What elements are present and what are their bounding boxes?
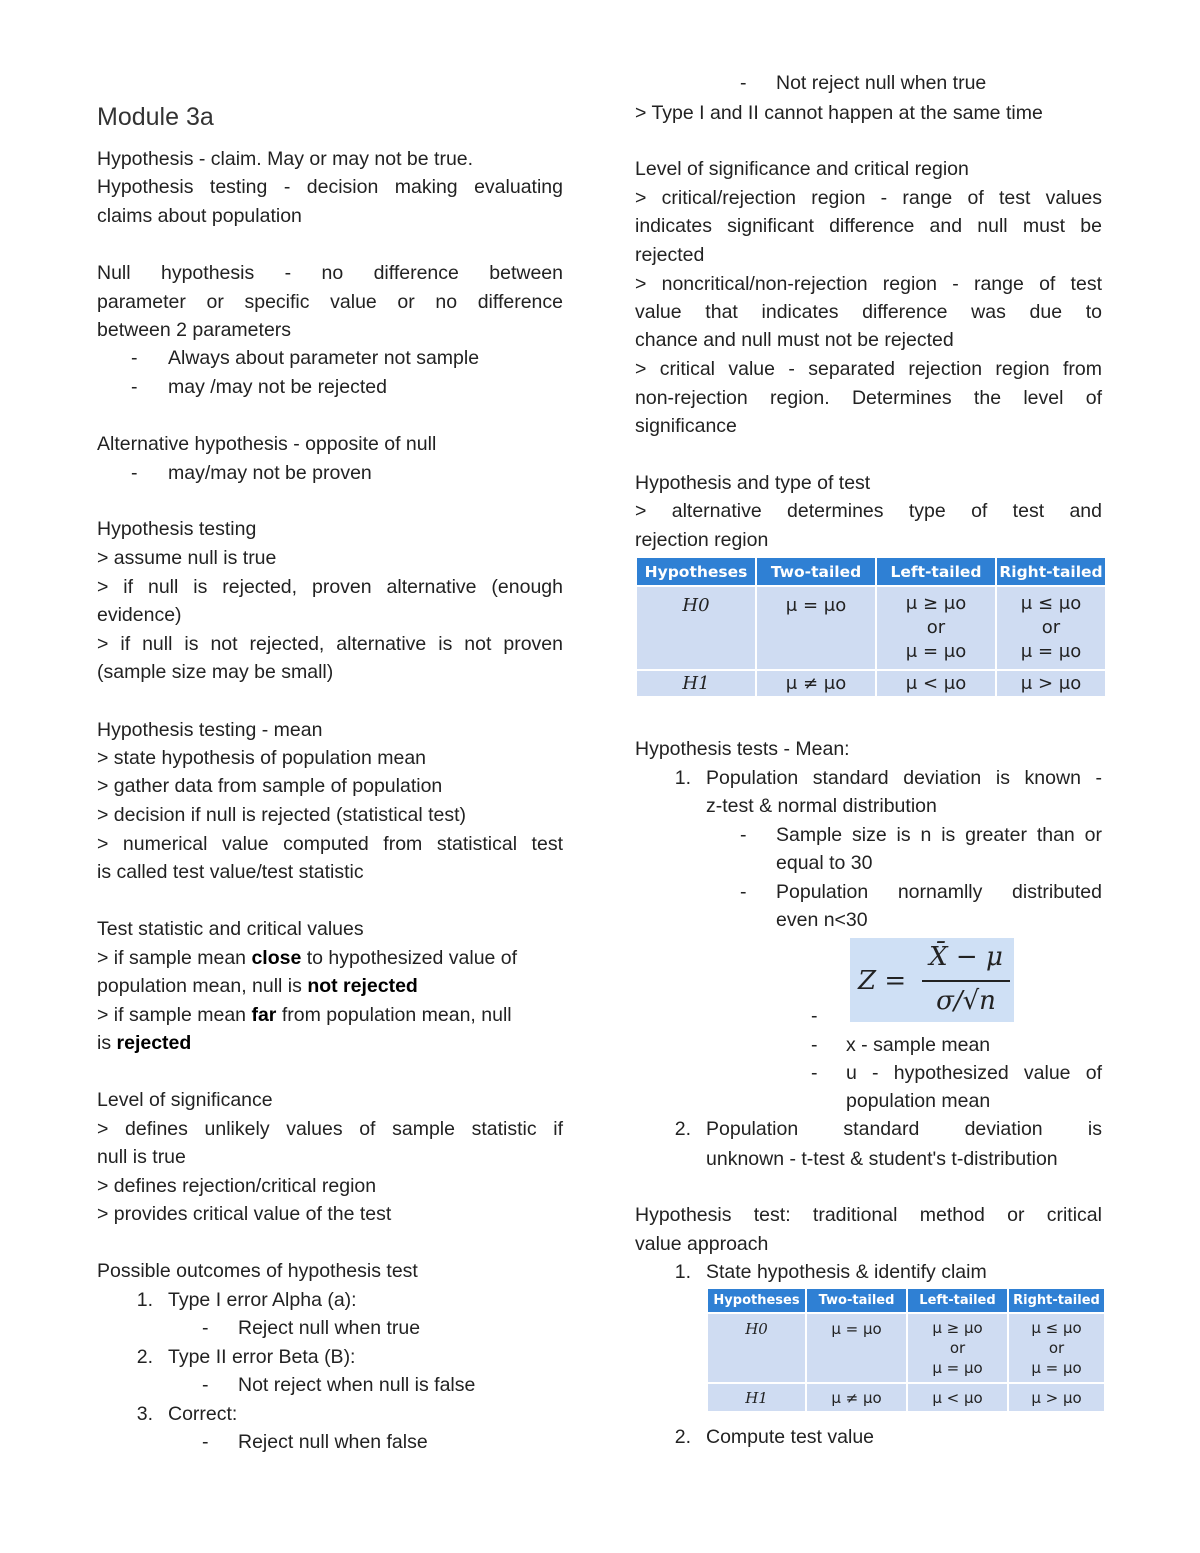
section-heading: Hypothesis test: traditional method or critical (635, 1204, 1102, 1226)
mean-item: z-test & normal distribution (706, 795, 937, 817)
section-heading: Possible outcomes of hypothesis test (97, 1260, 418, 1282)
table-cell: μ = μo (806, 1313, 907, 1383)
list-number: 1. (674, 767, 691, 789)
list-number: 3. (136, 1403, 153, 1425)
mean-point: is called test value/test statistic (97, 861, 364, 883)
table-cell: μ ≠ μo (756, 670, 876, 696)
critical-region-point: chance and null must not be rejected (635, 329, 954, 351)
testing-definition-line: Hypothesis testing - decision making evaluating (97, 176, 563, 198)
null-bullet: may /may not be rejected (168, 376, 387, 398)
formula-variable: u - hypothesized value of (846, 1062, 1102, 1084)
mean-item: Population standard deviation is (706, 1118, 1102, 1140)
formula-variable: population mean (846, 1090, 991, 1112)
table-cell: μ ≥ μo or μ = μo (876, 586, 996, 670)
table-cell: H1 (637, 670, 756, 696)
section-heading: Hypothesis and type of test (635, 472, 871, 494)
bullet-dash: - (740, 72, 747, 94)
mean-point: > numerical value computed from statistical test (97, 833, 563, 855)
section-heading: Level of significance (97, 1089, 273, 1111)
table-header: Left-tailed (876, 558, 996, 586)
type-errors-note: > Type I and II cannot happen at the same time (635, 102, 1043, 124)
formula-variable: x - sample mean (846, 1034, 991, 1056)
outcome-subitem: Not reject null when true (776, 72, 987, 94)
critical-region-point: > noncritical/non-rejection region - range of test (635, 273, 1102, 295)
list-number: 1. (136, 1289, 153, 1311)
section-heading: Level of significance and critical region (635, 158, 969, 180)
test-statistic-point: > if sample mean far from population mean, null (97, 1004, 512, 1026)
testing-point: > assume null is true (97, 547, 277, 569)
outcome-subitem: Not reject when null is false (238, 1374, 476, 1396)
testing-point: evidence) (97, 604, 182, 626)
bullet-dash: - (131, 462, 138, 484)
null-definition-line: parameter or specific value or no difference (97, 291, 563, 313)
bullet-dash: - (811, 1062, 818, 1084)
table-cell: μ ≤ μo or μ = μo (1008, 1313, 1104, 1383)
hypotheses-table (637, 558, 1105, 696)
procedure-step: Compute test value (706, 1426, 875, 1448)
table-cell: μ ≥ μo or μ = μo (907, 1313, 1008, 1383)
critical-region-point: indicates significant difference and null must be (635, 215, 1102, 237)
type-of-test-point: rejection region (635, 529, 769, 551)
page-title: Module 3a (97, 103, 214, 131)
bullet-dash: - (811, 1005, 818, 1027)
bullet-dash: - (131, 376, 138, 398)
critical-region-point: rejected (635, 244, 705, 266)
hypotheses-table-small (708, 1289, 1104, 1411)
section-heading: Hypothesis testing - mean (97, 719, 323, 741)
table-cell: μ > μo (996, 670, 1105, 696)
list-number: 2. (674, 1118, 691, 1140)
significance-point: null is true (97, 1146, 186, 1168)
bullet-dash: - (202, 1317, 209, 1339)
bullet-dash: - (811, 1034, 818, 1056)
table-header: Left-tailed (907, 1289, 1008, 1313)
significance-point: > defines unlikely values of sample statistic if (97, 1118, 563, 1140)
table-cell: H1 (708, 1383, 806, 1411)
table-cell: H0 (708, 1313, 806, 1383)
table-cell: μ < μo (907, 1383, 1008, 1411)
mean-subitem: even n<30 (776, 909, 868, 931)
table-header: Hypotheses (708, 1289, 806, 1313)
outcome-item: Type I error Alpha (a): (168, 1289, 357, 1311)
bullet-dash: - (202, 1431, 209, 1453)
section-heading: Hypothesis testing (97, 518, 257, 540)
hypothesis-definition: Hypothesis - claim. May or may not be true. (97, 148, 474, 170)
section-heading: Test statistic and critical values (97, 918, 364, 940)
null-bullet: Always about parameter not sample (168, 347, 480, 369)
critical-region-point: value that indicates difference was due to (635, 301, 1102, 323)
mean-point: > state hypothesis of population mean (97, 747, 427, 769)
critical-region-point: significance (635, 415, 737, 437)
testing-point: > if null is not rejected, alternative is not proven (97, 633, 563, 655)
mean-point: > gather data from sample of population (97, 775, 443, 797)
bullet-dash: - (202, 1374, 209, 1396)
critical-region-point: > critical/rejection region - range of test values (635, 187, 1102, 209)
list-number: 1. (674, 1261, 691, 1283)
testing-definition-line: claims about population (97, 205, 302, 227)
list-number: 2. (136, 1346, 153, 1368)
table-cell: μ ≤ μo or μ = μo (996, 586, 1105, 670)
table-header: Hypotheses (637, 558, 756, 586)
alternative-bullet: may/may not be proven (168, 462, 372, 484)
table-header: Right-tailed (996, 558, 1105, 586)
outcome-item: Correct: (168, 1403, 238, 1425)
significance-point: > provides critical value of the test (97, 1203, 392, 1225)
critical-region-point: > critical value - separated rejection region from (635, 358, 1102, 380)
table-header: Two-tailed (806, 1289, 907, 1313)
null-definition-line: Null hypothesis - no difference between (97, 262, 563, 284)
test-statistic-point: > if sample mean close to hypothesized value of (97, 947, 518, 969)
bullet-dash: - (740, 824, 747, 846)
z-formula-image: Z = X̄ − μ σ/√n (850, 938, 1014, 1022)
mean-subitem: equal to 30 (776, 852, 873, 874)
table-cell: H0 (637, 586, 756, 670)
table-cell: μ ≠ μo (806, 1383, 907, 1411)
test-statistic-point: population mean, null is not rejected (97, 975, 418, 997)
outcome-item: Type II error Beta (B): (168, 1346, 356, 1368)
procedure-step: State hypothesis & identify claim (706, 1261, 987, 1283)
mean-subitem: Sample size is n is greater than or (776, 824, 1102, 846)
section-heading: Hypothesis tests - Mean: (635, 738, 850, 760)
null-definition-line: between 2 parameters (97, 319, 292, 341)
mean-item: Population standard deviation is known - (706, 767, 1102, 789)
outcome-subitem: Reject null when true (238, 1317, 421, 1339)
testing-point: > if null is rejected, proven alternative (enough (97, 576, 563, 598)
bullet-dash: - (131, 347, 138, 369)
mean-subitem: Population nornamlly distributed (776, 881, 1102, 903)
significance-point: > defines rejection/critical region (97, 1175, 377, 1197)
table-header: Right-tailed (1008, 1289, 1104, 1313)
testing-point: (sample size may be small) (97, 661, 334, 683)
table-cell: μ = μo (756, 586, 876, 670)
mean-item: unknown - t-test & student's t-distribution (706, 1148, 1058, 1170)
bullet-dash: - (740, 881, 747, 903)
section-heading: value approach (635, 1233, 769, 1255)
table-cell: μ < μo (876, 670, 996, 696)
table-header: Two-tailed (756, 558, 876, 586)
outcome-subitem: Reject null when false (238, 1431, 428, 1453)
type-of-test-point: > alternative determines type of test and (635, 500, 1102, 522)
mean-point: > decision if null is rejected (statistical test) (97, 804, 467, 826)
table-cell: μ > μo (1008, 1383, 1104, 1411)
list-number: 2. (674, 1426, 691, 1448)
critical-region-point: non-rejection region. Determines the level of (635, 387, 1102, 409)
test-statistic-point: is rejected (97, 1032, 192, 1054)
alternative-definition: Alternative hypothesis - opposite of null (97, 433, 437, 455)
